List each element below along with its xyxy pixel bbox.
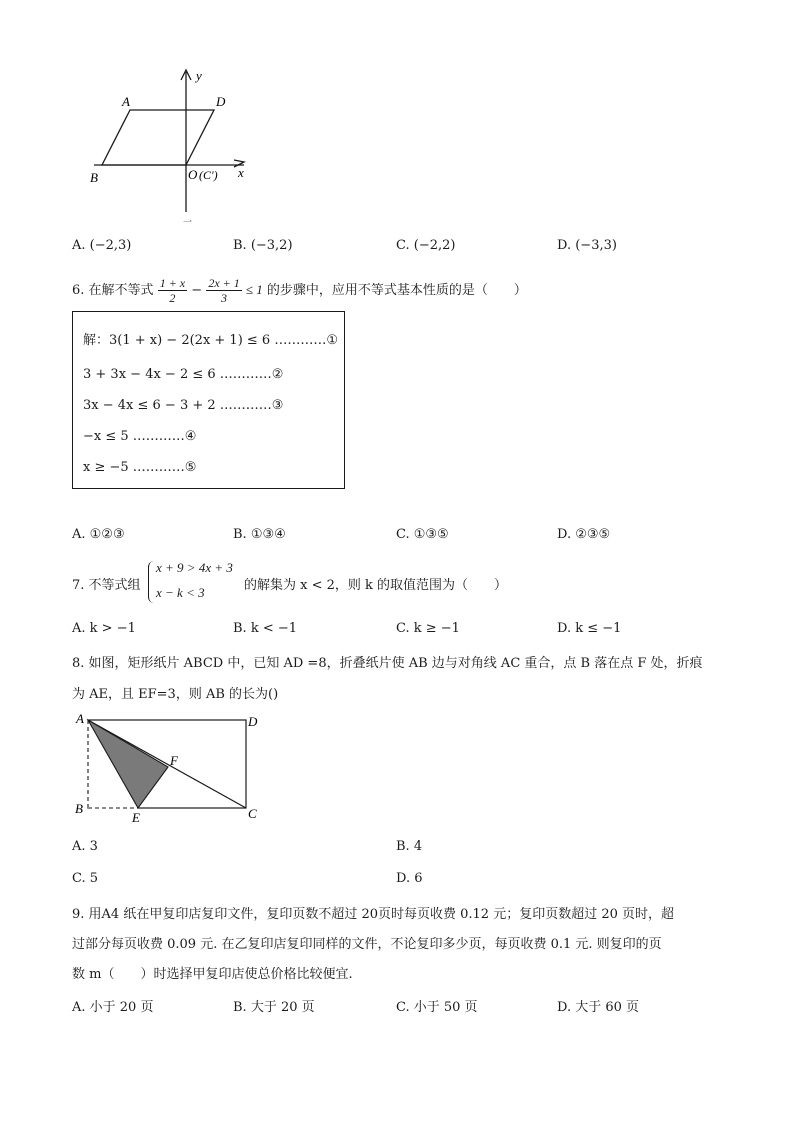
label-x: x <box>238 165 244 180</box>
diagonal-ac <box>88 720 246 808</box>
label-d: D <box>216 94 226 109</box>
q8-stem-line-1: 8. 如图，矩形纸片 ABCD 中，已知 AD =8，折叠纸片使 AB 边与对角线 AC 重合，点 B 落在点 F 处，折痕 <box>72 656 703 671</box>
q7-system-line-1: x + 9 > 4x + 3 <box>156 560 233 575</box>
q9-option-c[interactable]: C. 小于 50 页 <box>396 1000 478 1015</box>
q7-option-b[interactable]: B. k < −1 <box>233 621 298 636</box>
q6-frac1-den: 2 <box>169 291 176 305</box>
q6-relation: ≤ 1 <box>245 282 263 297</box>
q6-frac2-num: 2x + 1 <box>208 276 240 290</box>
q9-stem-line-2: 过部分每页收费 0.09 元. 在乙复印店复印同样的文件，不论复印多少页，每页收费 0.1 元. 则复印的页 <box>72 937 662 952</box>
label-a: A <box>122 94 130 109</box>
label-f8: F <box>170 753 178 768</box>
q7-prefix: 7. 不等式组 <box>72 578 141 593</box>
q6-suffix: 的步骤中，应用不等式基本性质的是（ ） <box>266 283 527 298</box>
q7-brace <box>148 561 156 603</box>
q6-step-3: 3x − 4x ≤ 6 − 3 + 2 …………③ <box>83 398 284 413</box>
q6-step-4: −x ≤ 5 …………④ <box>83 429 197 444</box>
stray-mark: 一 <box>183 217 193 227</box>
q9-option-b[interactable]: B. 大于 20 页 <box>233 1000 315 1015</box>
q6-option-d[interactable]: D. ②③⑤ <box>557 527 611 542</box>
q9-stem-line-3: 数 m（ ）时选择甲复印店使总价格比较便宜. <box>72 967 353 982</box>
q7-suffix: 的解集为 x < 2，则 k 的取值范围为（ ） <box>244 578 508 593</box>
q5-coordinate-figure <box>80 62 260 227</box>
label-y: y <box>196 68 202 83</box>
q6-solution-box <box>72 311 345 489</box>
q6-option-a[interactable]: A. ①②③ <box>72 527 125 542</box>
q6-minus: − <box>191 283 203 298</box>
q6-prefix: 6. 在解不等式 <box>72 283 154 298</box>
q7-system-line-2: x − k < 3 <box>156 585 205 600</box>
q6-step-2: 3 + 3x − 4x − 2 ≤ 6 …………② <box>83 367 284 382</box>
q6-stem <box>72 272 527 309</box>
label-d8: D <box>248 714 258 729</box>
q6-step-1: 解：3(1 + x) − 2(2x + 1) ≤ 6 …………① <box>83 333 338 348</box>
q5-option-b[interactable]: B. (−3,2) <box>233 238 293 253</box>
label-o: O <box>188 167 198 182</box>
q6-step-5: x ≥ −5 …………⑤ <box>83 460 197 475</box>
q6-fraction-2 <box>206 276 241 305</box>
q9-stem-line-1: 9. 用A4 纸在甲复印店复印文件，复印页数不超过 20页时每页收费 0.12 元；复印页数超过 20 页时，超 <box>72 907 675 922</box>
q5-option-a[interactable]: A. (−2,3) <box>72 238 132 253</box>
q8-option-c[interactable]: C. 5 <box>72 871 99 886</box>
folded-triangle-aef <box>88 720 168 808</box>
label-b: B <box>90 170 98 185</box>
q8-option-d[interactable]: D. 6 <box>396 871 423 886</box>
label-c8: C <box>248 806 257 821</box>
q7-option-a[interactable]: A. k > −1 <box>72 621 136 636</box>
q6-option-c[interactable]: C. ①③⑤ <box>396 527 449 542</box>
q8-stem-line-2: 为 AE，且 EF=3，则 AB 的长为() <box>72 687 279 702</box>
label-c-prime: (C') <box>199 168 218 182</box>
q8-option-a[interactable]: A. 3 <box>72 839 98 854</box>
label-a8: A <box>76 711 84 726</box>
q9-option-a[interactable]: A. 小于 20 页 <box>72 1000 154 1015</box>
q6-frac1-num: 1 + x <box>159 276 186 290</box>
q6-fraction-1 <box>158 276 187 305</box>
q7-option-d[interactable]: D. k ≤ −1 <box>557 621 622 636</box>
q9-option-d[interactable]: D. 大于 60 页 <box>557 1000 640 1015</box>
label-e8: E <box>132 810 140 825</box>
q8-rectangle-figure <box>70 710 270 828</box>
q8-option-b[interactable]: B. 4 <box>396 839 423 854</box>
q6-option-b[interactable]: B. ①③④ <box>233 527 286 542</box>
parallelogram-abcd <box>102 110 214 165</box>
q6-frac2-den: 3 <box>221 291 228 305</box>
q5-option-c[interactable]: C. (−2,2) <box>396 238 456 253</box>
q7-option-c[interactable]: C. k ≥ −1 <box>396 621 460 636</box>
q5-option-d[interactable]: D. (−3,3) <box>557 238 617 253</box>
label-b8: B <box>75 801 83 816</box>
